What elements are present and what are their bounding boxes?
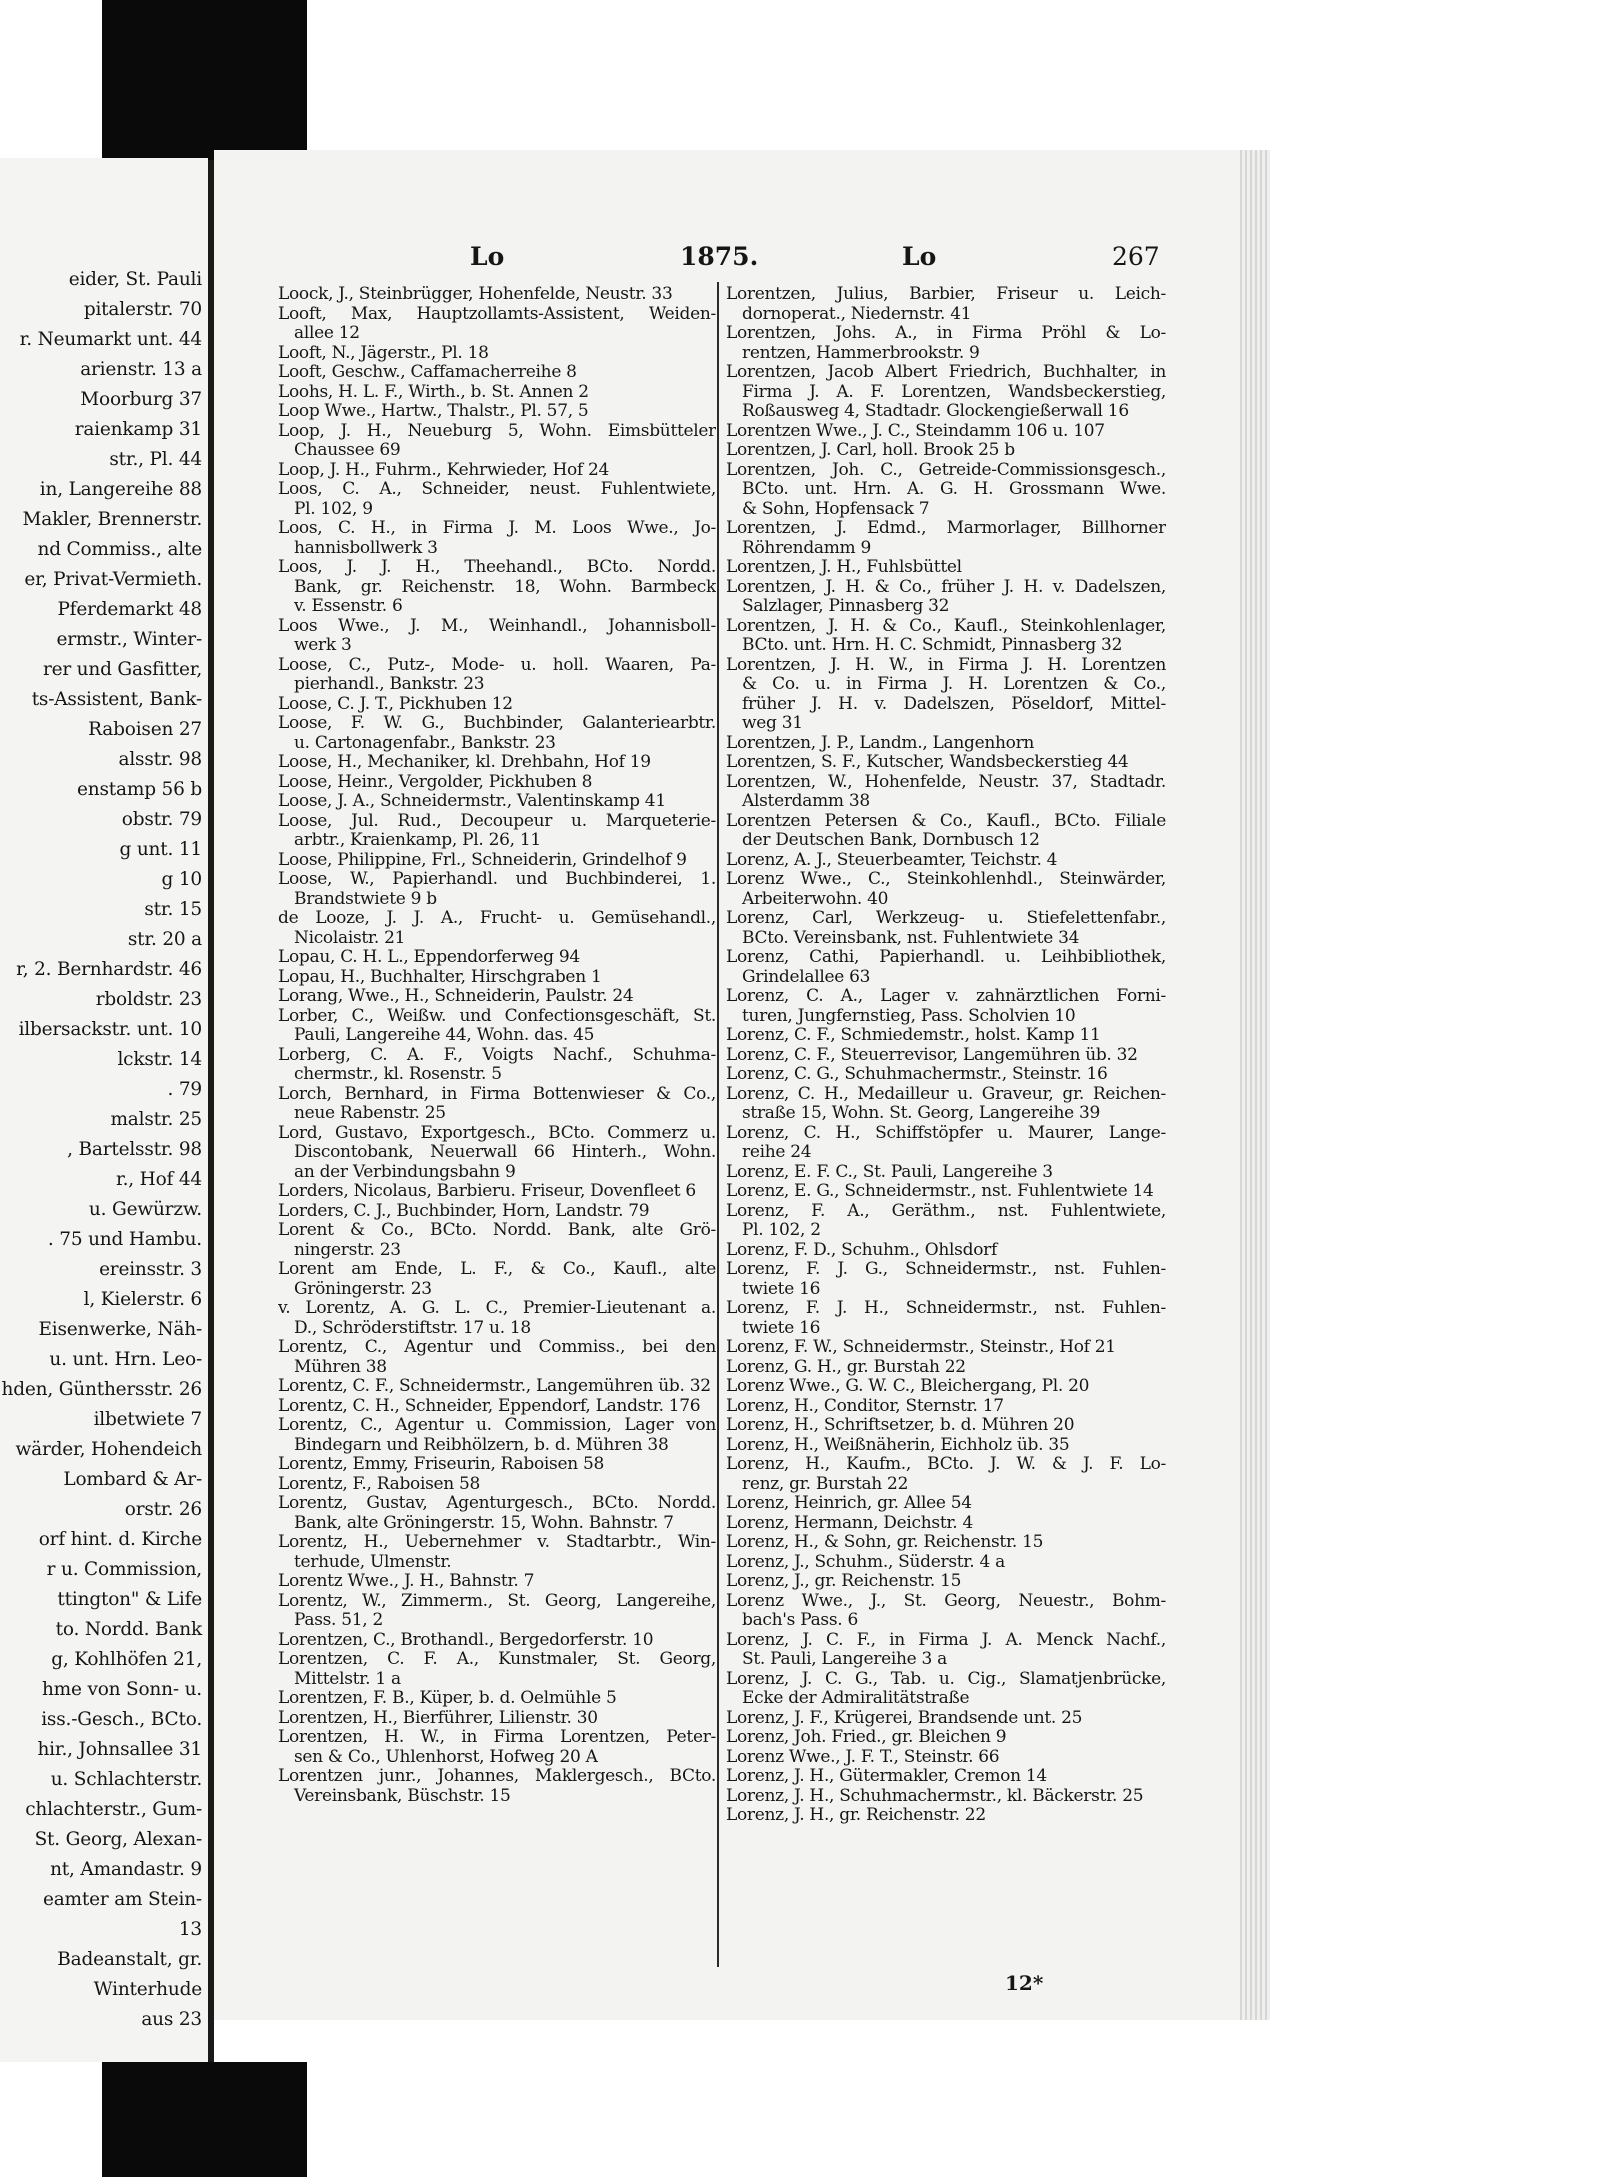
directory-entry-line: Lorentzen, S. F., Kutscher, Wandsbeckerstieg 44 xyxy=(726,753,1129,772)
left-page-text-fragment: er, Privat-Vermieth. xyxy=(24,570,202,590)
column-left xyxy=(278,285,716,1806)
directory-entry-line: Lorentzen, J. P., Landm., Langenhorn xyxy=(726,733,1035,753)
directory-entry-line: Lorentz, C., Agentur u. Commission, Lager von xyxy=(278,1416,716,1435)
directory-entry-line: St. Pauli, Langereihe 3 a xyxy=(742,1650,947,1669)
directory-entry-line: Loose, Philippine, Frl., Schneiderin, Grindelhof 9 xyxy=(278,850,687,870)
directory-entry-line: v. Essenstr. 6 xyxy=(294,597,403,616)
directory-entry-line: Lorentzen, J. H., Fuhlsbüttel xyxy=(726,558,962,577)
left-page-text-fragment: 13 xyxy=(178,1920,202,1940)
directory-entry-line: Lorentzen, Joh. C., Getreide-Commissionsgesch., xyxy=(726,460,1166,480)
left-page-text-fragment: l, Kielerstr. 6 xyxy=(83,1290,202,1310)
directory-entry-line: Loose, Heinr., Vergolder, Pickhuben 8 xyxy=(278,772,593,792)
directory-entry-line: weg 31 xyxy=(742,714,803,733)
directory-entry-line: Brandstwiete 9 b xyxy=(294,889,437,909)
directory-entry-line: Lorenz, H., Conditor, Sternstr. 17 xyxy=(726,1396,1004,1416)
directory-entry-line: chermstr., kl. Rosenstr. 5 xyxy=(294,1065,502,1084)
left-page-text-fragment: ttington" & Life xyxy=(57,1590,202,1610)
directory-entry-line: rentzen, Hammerbrookstr. 9 xyxy=(742,343,980,363)
directory-entry-line: Lorenz, E. F. C., St. Pauli, Langereihe 3 xyxy=(726,1162,1053,1182)
directory-entry-line: sen & Co., Uhlenhorst, Hofweg 20 A xyxy=(294,1747,598,1767)
left-page-text-fragment: orstr. 26 xyxy=(124,1500,202,1520)
directory-entry-line: Looft, N., Jägerstr., Pl. 18 xyxy=(278,343,489,363)
directory-entry-line: twiete 16 xyxy=(742,1318,821,1338)
left-page-text-fragment: r. Neumarkt unt. 44 xyxy=(19,330,202,350)
left-page-text-fragment: ts-Assistent, Bank- xyxy=(31,690,202,710)
directory-entry-line: Loop, J. H., Fuhrm., Kehrwieder, Hof 24 xyxy=(278,460,610,480)
directory-entry-line: Mühren 38 xyxy=(294,1357,387,1377)
directory-entry-line: Lopau, H., Buchhalter, Hirschgraben 1 xyxy=(278,967,602,987)
directory-entry-line: Lorenz, C. G., Schuhmachermstr., Steinstr. 16 xyxy=(726,1065,1108,1084)
left-page-text-fragment: . 79 xyxy=(167,1080,202,1100)
directory-entry-line: Lorentz, F., Raboisen 58 xyxy=(278,1474,481,1494)
directory-entry-line: Pass. 51, 2 xyxy=(294,1611,384,1630)
directory-entry-line: Vereinsbank, Büschstr. 15 xyxy=(294,1786,511,1806)
left-page-text-fragment: ilbetwiete 7 xyxy=(93,1410,202,1430)
directory-entry-line: Lorentzen Wwe., J. C., Steindamm 106 u. 107 xyxy=(726,421,1105,441)
directory-entry-line: Lorenz, E. G., Schneidermstr., nst. Fuhlentwiete 14 xyxy=(726,1182,1154,1201)
directory-entry-line: Lorentz, Gustav, Agenturgesch., BCto. Nordd. xyxy=(278,1494,716,1513)
directory-entry-line: Lord, Gustavo, Exportgesch., BCto. Commerz u. xyxy=(278,1123,716,1143)
directory-entry-line: Lorders, C. J., Buchbinder, Horn, Landstr. 79 xyxy=(278,1201,650,1221)
directory-entry-line: Lorentz, H., Uebernehmer v. Stadtarbtr., Win- xyxy=(278,1533,716,1552)
directory-entry-line: BCto. unt. Hrn. H. C. Schmidt, Pinnasberg 32 xyxy=(742,636,1123,655)
directory-entry-line: Lorenz, J. F., Krügerei, Brandsende unt. 25 xyxy=(726,1708,1083,1728)
directory-entry-line: hannisbollwerk 3 xyxy=(294,538,438,558)
left-page-text-fragment: u. unt. Hrn. Leo- xyxy=(49,1350,202,1370)
directory-entry-line: Loock, J., Steinbrügger, Hohenfelde, Neustr. 33 xyxy=(278,285,673,304)
left-page-text-fragment: Moorburg 37 xyxy=(80,390,202,410)
directory-entry-line: Lorenz, Hermann, Deichstr. 4 xyxy=(726,1513,974,1533)
left-page-text-fragment: , Bartelsstr. 98 xyxy=(67,1140,202,1160)
left-page-fragment xyxy=(0,158,208,2062)
directory-entry-line: Lorenz, C. F., Steuerrevisor, Langemühren üb. 32 xyxy=(726,1045,1138,1065)
directory-entry-line: D., Schröderstiftstr. 17 u. 18 xyxy=(294,1318,531,1338)
directory-entry-line: Lorenz, C. H., Schiffstöpfer u. Maurer, Lange- xyxy=(726,1123,1166,1143)
left-page-text-fragment: chlachterstr., Gum- xyxy=(25,1800,202,1820)
directory-entry-line: BCto. unt. Hrn. A. G. H. Grossmann Wwe. xyxy=(742,480,1166,499)
directory-entry-line: renz, gr. Burstah 22 xyxy=(742,1474,909,1494)
left-page-text-fragment: Badeanstalt, gr. xyxy=(57,1950,202,1970)
directory-entry-line: Lorentzen, Julius, Barbier, Friseur u. Leich- xyxy=(726,285,1166,304)
directory-entry-line: Lorentzen, W., Hohenfelde, Neustr. 37, Stadtadr. xyxy=(726,772,1166,792)
directory-entry-line: Lorentzen, C. F. A., Kunstmaler, St. Georg, xyxy=(278,1650,716,1669)
signature-mark: 12* xyxy=(1005,1971,1044,1995)
directory-entry-line: Salzlager, Pinnasberg 32 xyxy=(742,597,950,616)
directory-entry-line: Lorenz, J. H., Gütermakler, Cremon 14 xyxy=(726,1767,1047,1786)
left-page-text-fragment: ilbersackstr. unt. 10 xyxy=(18,1020,202,1040)
page-edges xyxy=(1240,150,1270,2020)
directory-entry-line: Lorenz, J. C. F., in Firma J. A. Menck Nachf., xyxy=(726,1630,1166,1650)
directory-entry-line: Loose, Jul. Rud., Decoupeur u. Marqueterie- xyxy=(278,811,716,831)
directory-entry-line: Lorenz Wwe., J., St. Georg, Neuestr., Bohm- xyxy=(726,1591,1166,1611)
left-page-text-fragment: iss.-Gesch., BCto. xyxy=(41,1710,202,1730)
left-page-text-fragment: hir., Johnsallee 31 xyxy=(37,1740,202,1760)
directory-entry-line: Loos, J. J. H., Theehandl., BCto. Nordd. xyxy=(278,558,716,577)
directory-entry-line: Chaussee 69 xyxy=(294,441,401,460)
left-page-text-fragment: r, 2. Bernhardstr. 46 xyxy=(16,960,202,980)
directory-entry-line: Bank, alte Gröningerstr. 15, Wohn. Bahnstr. 7 xyxy=(294,1513,674,1533)
directory-entry-line: arbtr., Kraienkamp, Pl. 26, 11 xyxy=(294,831,541,850)
directory-entry-line: Lorenz, Carl, Werkzeug- u. Stiefelettenfabr., xyxy=(726,909,1166,928)
directory-entry-line: Alsterdamm 38 xyxy=(742,792,870,811)
directory-entry-line: & Co. u. in Firma J. H. Lorentzen & Co., xyxy=(742,675,1166,694)
directory-entry-line: Loose, W., Papierhandl. und Buchbinderei, 1. xyxy=(278,870,716,889)
directory-entry-line: & Sohn, Hopfensack 7 xyxy=(742,499,930,519)
directory-entry-line: Lorent am Ende, L. F., & Co., Kaufl., alte xyxy=(278,1260,716,1279)
left-page-text-fragment: g 10 xyxy=(161,870,202,890)
book-binding-bottom xyxy=(102,2062,307,2177)
directory-entry-line: Lorentz, C. H., Schneider, Eppendorf, Landstr. 176 xyxy=(278,1396,701,1416)
directory-entry-line: Lorentzen, H. W., in Firma Lorentzen, Peter- xyxy=(278,1728,716,1747)
directory-entry-line: Lorentz Wwe., J. H., Bahnstr. 7 xyxy=(278,1572,535,1591)
directory-entry-line: früher J. H. v. Dadelszen, Pöseldorf, Mittel- xyxy=(742,694,1166,714)
directory-entry-line: reihe 24 xyxy=(742,1143,812,1162)
directory-entry-line: Lorentz, Emmy, Friseurin, Raboisen 58 xyxy=(278,1455,605,1474)
directory-entry-line: Firma J. A. F. Lorentzen, Wandsbeckerstieg, xyxy=(742,382,1166,402)
directory-entry-line: Lorentzen, J. Edmd., Marmorlager, Billhorner xyxy=(726,519,1166,538)
directory-entry-line: terhude, Ulmenstr. xyxy=(294,1552,452,1572)
directory-entry-line: Lorenz, A. J., Steuerbeamter, Teichstr. 4 xyxy=(726,850,1058,870)
directory-entry-line: Loop, J. H., Neueburg 5, Wohn. Eimsbütteler xyxy=(278,421,716,441)
left-page-text-fragment: eamter am Stein- xyxy=(42,1890,202,1910)
directory-entry-line: Lorenz, G. H., gr. Burstah 22 xyxy=(726,1357,966,1377)
directory-entry-line: Lorenz, H., & Sohn, gr. Reichenstr. 15 xyxy=(726,1533,1044,1552)
directory-entry-line: Pl. 102, 2 xyxy=(742,1221,821,1240)
left-page-text-fragment: St. Georg, Alexan- xyxy=(34,1830,202,1850)
column-right xyxy=(726,285,1166,1826)
directory-entry-line: u. Cartonagenfabr., Bankstr. 23 xyxy=(294,733,556,753)
left-page-text-fragment: ereinsstr. 3 xyxy=(99,1260,202,1280)
directory-entry-line: Lorentzen junr., Johannes, Maklergesch., BCto. xyxy=(278,1767,716,1786)
left-page-text-fragment: Lombard & Ar- xyxy=(63,1470,202,1490)
directory-entry-line: Gröningerstr. 23 xyxy=(294,1279,432,1299)
left-page-text-fragment: raienkamp 31 xyxy=(74,420,202,440)
directory-entry-line: Bank, gr. Reichenstr. 18, Wohn. Barmbeck xyxy=(294,577,716,597)
directory-entry-line: Lorenz, C. H., Medailleur u. Graveur, gr. Reichen- xyxy=(726,1084,1166,1104)
left-page-text-fragment: malstr. 25 xyxy=(110,1110,202,1130)
directory-entry-line: turen, Jungfernstieg, Pass. Scholvien 10 xyxy=(742,1006,1076,1026)
directory-entry-line: Pl. 102, 9 xyxy=(294,499,373,519)
directory-entry-line: Lorenz, H., Kaufm., BCto. J. W. & J. F. Lo- xyxy=(726,1455,1166,1474)
directory-entry-line: BCto. Vereinsbank, nst. Fuhlentwiete 34 xyxy=(742,928,1080,948)
left-page-text-fragment: str. 20 a xyxy=(127,930,202,950)
directory-entry-line: Lorenz, F. W., Schneidermstr., Steinstr., Hof 21 xyxy=(726,1338,1116,1357)
directory-entry-line: straße 15, Wohn. St. Georg, Langereihe 39 xyxy=(742,1104,1100,1123)
directory-entry-line: Arbeiterwohn. 40 xyxy=(742,889,889,909)
header-left-syllable: Lo xyxy=(470,242,505,271)
directory-entry-line: Lorenz, F. J. H., Schneidermstr., nst. Fuhlen- xyxy=(726,1299,1166,1318)
directory-entry-line: Lorenz, J. H., gr. Reichenstr. 22 xyxy=(726,1806,986,1825)
left-page-text-fragment: eider, St. Pauli xyxy=(68,270,202,290)
directory-entry-line: Loose, F. W. G., Buchbinder, Galanteriearbtr. xyxy=(278,714,716,733)
directory-entry-line: Lorentzen, J. Carl, holl. Brook 25 b xyxy=(726,441,1015,460)
directory-entry-line: Lorang, Wwe., H., Schneiderin, Paulstr. 24 xyxy=(278,987,634,1006)
directory-entry-line: Lorentzen, Jacob Albert Friedrich, Buchhalter, in xyxy=(726,363,1166,382)
left-page-text-fragment: Winterhude xyxy=(93,1980,202,2000)
directory-entry-line: Lorenz, Joh. Fried., gr. Bleichen 9 xyxy=(726,1728,1007,1747)
left-page-text-fragment: nd Commiss., alte xyxy=(37,540,202,560)
directory-entry-line: Lorenz, J., gr. Reichenstr. 15 xyxy=(726,1572,962,1591)
header-year: 1875. xyxy=(680,242,759,271)
directory-entry-line: Lorber, C., Weißw. und Confectionsgeschäft, St. xyxy=(278,1006,716,1026)
left-page-text-fragment: enstamp 56 b xyxy=(77,780,202,800)
directory-entry-line: Lorentzen, J. H. & Co., Kaufl., Steinkohlenlager, xyxy=(726,616,1166,636)
directory-entry-line: bach's Pass. 6 xyxy=(742,1611,858,1630)
directory-entry-line: Loop Wwe., Hartw., Thalstr., Pl. 57, 5 xyxy=(278,402,589,421)
directory-entry-line: Lorentzen, Johs. A., in Firma Pröhl & Lo- xyxy=(726,324,1166,343)
directory-entry-line: Roßausweg 4, Stadtadr. Glockengießerwall 16 xyxy=(742,402,1129,421)
left-page-text-fragment: u. Schlachterstr. xyxy=(50,1770,202,1790)
left-page-text-fragment: alsstr. 98 xyxy=(118,750,202,770)
left-page-text-fragment: rer und Gasfitter, xyxy=(42,660,202,680)
directory-entry-line: Lorders, Nicolaus, Barbieru. Friseur, Dovenfleet 6 xyxy=(278,1182,696,1201)
directory-entry-line: der Deutschen Bank, Dornbusch 12 xyxy=(742,831,1040,850)
directory-entry-line: Lorenz, J. H., Schuhmachermstr., kl. Bäckerstr. 25 xyxy=(726,1786,1144,1806)
directory-entry-line: Lorch, Bernhard, in Firma Bottenwieser & Co., xyxy=(278,1084,716,1104)
left-page-text-fragment: ermstr., Winter- xyxy=(56,630,202,650)
directory-entry-line: Loose, H., Mechaniker, kl. Drehbahn, Hof 19 xyxy=(278,753,651,772)
left-page-text-fragment: Eisenwerke, Näh- xyxy=(38,1320,202,1340)
directory-entry-line: Loos, C. A., Schneider, neust. Fuhlentwiete, xyxy=(278,480,716,499)
directory-entry-line: neue Rabenstr. 25 xyxy=(294,1104,446,1123)
directory-entry-line: Nicolaistr. 21 xyxy=(294,928,406,948)
directory-entry-line: Ecke der Admiralitätstraße xyxy=(742,1689,970,1708)
directory-entry-line: Loose, C., Putz-, Mode- u. holl. Waaren, Pa- xyxy=(278,655,716,675)
left-page-text-fragment: str. 15 xyxy=(144,900,202,920)
left-page-text-fragment: orf hint. d. Kirche xyxy=(38,1530,202,1550)
directory-entry-line: Lorenz, C. A., Lager v. zahnärztlichen Forni- xyxy=(726,987,1166,1006)
left-page-text-fragment: Pferdemarkt 48 xyxy=(57,600,202,620)
directory-entry-line: Lorenz, F. A., Geräthm., nst. Fuhlentwiete, xyxy=(726,1201,1166,1221)
directory-entry-line: Lorenz, Cathi, Papierhandl. u. Leihbibliothek, xyxy=(726,948,1166,967)
left-page-text-fragment: r u. Commission, xyxy=(46,1560,202,1580)
directory-entry-line: Lorent & Co., BCto. Nordd. Bank, alte Grö- xyxy=(278,1221,716,1240)
directory-entry-line: Mittelstr. 1 a xyxy=(294,1669,401,1689)
directory-entry-line: Lorentzen, C., Brothandl., Bergedorferstr. 10 xyxy=(278,1630,654,1650)
left-page-text-fragment: obstr. 79 xyxy=(121,810,202,830)
directory-entry-line: an der Verbindungsbahn 9 xyxy=(294,1162,516,1182)
directory-entry-line: Lorenz, Heinrich, gr. Allee 54 xyxy=(726,1494,972,1513)
left-page-text-fragment: u. Gewürzw. xyxy=(88,1200,202,1220)
directory-entry-line: Lorenz, C. F., Schmiedemstr., holst. Kamp 11 xyxy=(726,1026,1101,1045)
directory-entry-line: Loos Wwe., J. M., Weinhandl., Johannisboll- xyxy=(278,616,716,636)
directory-entry-line: twiete 16 xyxy=(742,1279,821,1299)
directory-entry-line: Lorentz, C., Agentur und Commiss., bei den xyxy=(278,1338,716,1357)
left-page-text-fragment: Makler, Brennerstr. xyxy=(22,510,202,530)
left-page-text-fragment: hme von Sonn- u. xyxy=(41,1680,202,1700)
left-page-text-fragment: to. Nordd. Bank xyxy=(55,1620,202,1640)
header-right-syllable: Lo xyxy=(902,242,937,271)
directory-entry-line: Loose, J. A., Schneidermstr., Valentinskamp 41 xyxy=(278,792,666,811)
left-page-text-fragment: r., Hof 44 xyxy=(116,1170,202,1190)
directory-entry-line: Lorenz, F. D., Schuhm., Ohlsdorf xyxy=(726,1240,997,1260)
directory-entry-line: Lopau, C. H. L., Eppendorferweg 94 xyxy=(278,948,580,967)
column-divider xyxy=(717,282,719,1967)
directory-entry-line: Lorentzen Petersen & Co., Kaufl., BCto. Filiale xyxy=(726,811,1166,831)
directory-entry-line: de Looze, J. J. A., Frucht- u. Gemüsehandl., xyxy=(278,909,716,928)
left-page-text-fragment: lckstr. 14 xyxy=(117,1050,202,1070)
directory-entry-line: v. Lorentz, A. G. L. C., Premier-Lieutenant a. xyxy=(278,1299,716,1318)
left-page-text-fragment: . 75 und Hambu. xyxy=(47,1230,202,1250)
directory-entry-line: Lorenz Wwe., J. F. T., Steinstr. 66 xyxy=(726,1747,1000,1767)
directory-entry-line: werk 3 xyxy=(294,636,352,655)
left-page-text-fragment: aus 23 xyxy=(141,2010,202,2030)
left-page-text-fragment: arienstr. 13 a xyxy=(80,360,202,380)
directory-entry-line: Pauli, Langereihe 44, Wohn. das. 45 xyxy=(294,1026,595,1045)
directory-entry-line: Lorentz, C. F., Schneidermstr., Langemühren üb. 32 xyxy=(278,1377,711,1396)
directory-entry-line: Lorenz, J., Schuhm., Süderstr. 4 a xyxy=(726,1552,1005,1572)
directory-entry-line: Lorenz, J. C. G., Tab. u. Cig., Slamatjenbrücke, xyxy=(726,1669,1166,1689)
directory-entry-line: Looft, Geschw., Caffamacherreihe 8 xyxy=(278,363,577,382)
directory-entry-line: Lorentzen, J. H. W., in Firma J. H. Lorentzen xyxy=(726,655,1166,675)
directory-entry-line: Loohs, H. L. F., Wirth., b. St. Annen 2 xyxy=(278,382,589,402)
page-number: 267 xyxy=(1112,242,1160,271)
directory-entry-line: Lorberg, C. A. F., Voigts Nachf., Schuhma- xyxy=(278,1045,716,1065)
directory-entry-line: Lorenz, H., Weißnäherin, Eichholz üb. 35 xyxy=(726,1435,1070,1455)
directory-entry-line: ningerstr. 23 xyxy=(294,1240,401,1260)
directory-entry-line: Lorenz Wwe., G. W. C., Bleichergang, Pl. 20 xyxy=(726,1377,1090,1396)
directory-entry-line: Lorentz, W., Zimmerm., St. Georg, Langereihe, xyxy=(278,1591,716,1611)
left-page-text-fragment: hden, Günthersstr. 26 xyxy=(1,1380,202,1400)
directory-entry-line: allee 12 xyxy=(294,324,360,343)
directory-entry-line: Loose, C. J. T., Pickhuben 12 xyxy=(278,694,513,714)
left-page-text-fragment: rboldstr. 23 xyxy=(95,990,202,1010)
directory-entry-line: Lorenz, H., Schriftsetzer, b. d. Mühren 20 xyxy=(726,1416,1075,1435)
left-page-text-fragment: wärder, Hohendeich xyxy=(15,1440,202,1460)
left-page-text-fragment: str., Pl. 44 xyxy=(109,450,202,470)
left-page-text-fragment: Raboisen 27 xyxy=(88,720,202,740)
directory-entry-line: Lorentzen, H., Bierführer, Lilienstr. 30 xyxy=(278,1708,598,1728)
left-page-text-fragment: pitalerstr. 70 xyxy=(83,300,202,320)
directory-entry-line: Lorentzen, J. H. & Co., früher J. H. v. Dadelszen, xyxy=(726,577,1166,597)
directory-entry-line: Bindegarn und Reibhölzern, b. d. Mühren 38 xyxy=(294,1435,669,1455)
left-page-text-fragment: g unt. 11 xyxy=(119,840,202,860)
directory-entry-line: Loos, C. H., in Firma J. M. Loos Wwe., Jo- xyxy=(278,519,716,538)
directory-entry-line: Looft, Max, Hauptzollamts-Assistent, Weiden- xyxy=(278,304,716,324)
directory-entry-line: Lorentzen, F. B., Küper, b. d. Oelmühle 5 xyxy=(278,1689,617,1708)
directory-entry-line: Lorenz, F. J. G., Schneidermstr., nst. Fuhlen- xyxy=(726,1260,1166,1279)
directory-entry-line: dornoperat., Niedernstr. 41 xyxy=(742,304,972,324)
directory-entry-line: Lorenz Wwe., C., Steinkohlenhdl., Steinwärder, xyxy=(726,870,1166,889)
directory-entry-line: pierhandl., Bankstr. 23 xyxy=(294,675,485,694)
left-page-text-fragment: nt, Amandastr. 9 xyxy=(50,1860,202,1880)
directory-entry-line: Discontobank, Neuerwall 66 Hinterh., Wohn. xyxy=(294,1143,716,1162)
left-page-text-fragment: in, Langereihe 88 xyxy=(39,480,202,500)
directory-entry-line: Grindelallee 63 xyxy=(742,967,871,987)
book-binding-top xyxy=(102,0,307,160)
left-page-text-fragment: g, Kohlhöfen 21, xyxy=(51,1650,202,1670)
directory-entry-line: Röhrendamm 9 xyxy=(742,538,871,558)
